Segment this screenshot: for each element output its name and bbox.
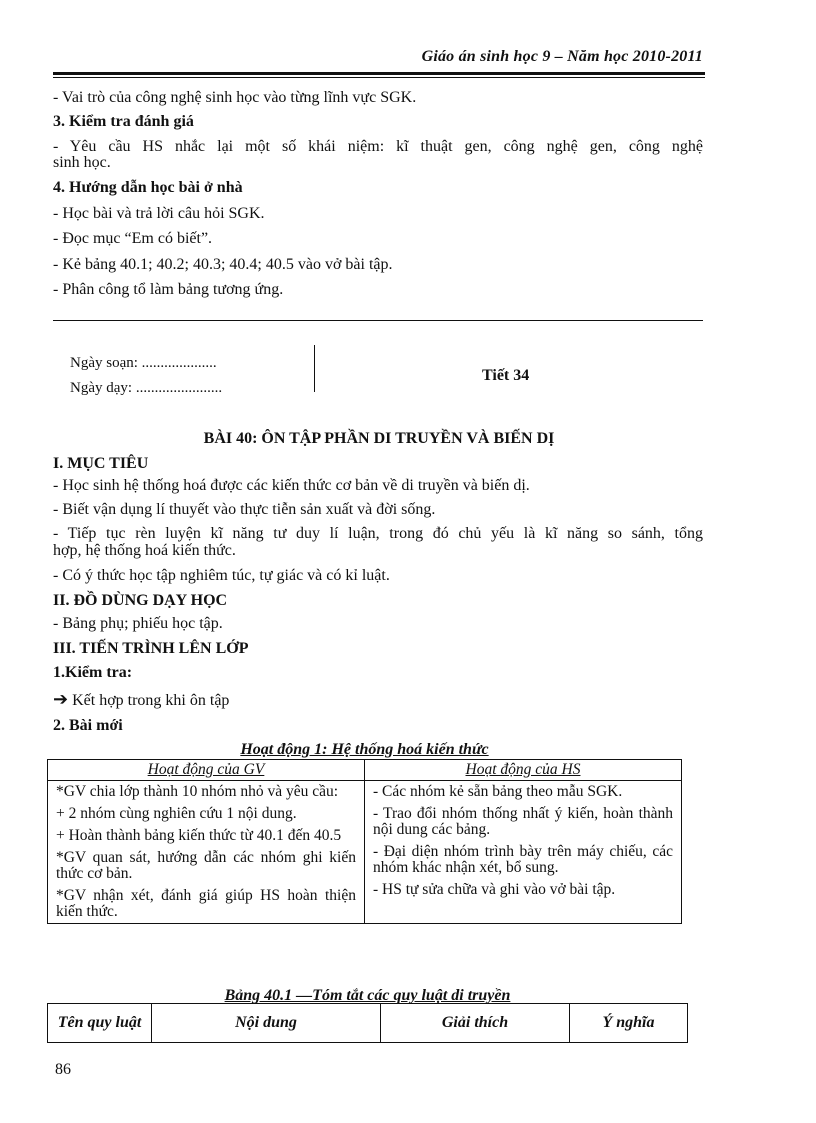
header-rule: [53, 72, 705, 75]
ngay-day: Ngày dạy: .......................: [70, 380, 223, 396]
hs-item: - HS tự sửa chữa và ghi vào vở bài tập.: [373, 881, 616, 898]
page-number: 86: [55, 1061, 71, 1078]
list-item: - Học bài và trả lời câu hỏi SGK.: [53, 205, 265, 222]
table-row: [48, 1004, 688, 1043]
list-item: hợp, hệ thống hoá kiến thức.: [53, 542, 236, 559]
list-item: - Học sinh hệ thống hoá được các kiến thức cơ bản về di truyền và biến dị.: [53, 477, 530, 494]
list-item: - Bảng phụ; phiếu học tập.: [53, 615, 223, 632]
heading-bai-moi: 2. Bài mới: [53, 717, 123, 734]
gv-item: *GV chia lớp thành 10 nhóm nhỏ và yêu cầu:: [56, 783, 339, 800]
list-item: - Kẻ bảng 40.1; 40.2; 40.3; 40.4; 40.5 vào vở bài tập.: [53, 256, 393, 273]
paragraph-line: sinh học.: [53, 154, 111, 171]
activity-caption: Hoạt động 1: Hệ thống hoá kiến thức: [240, 741, 489, 758]
gv-item: + 2 nhóm cùng nghiên cứu 1 nội dung.: [56, 805, 297, 822]
gv-cell: [48, 781, 365, 924]
prev-line: - Vai trò của công nghệ sinh học vào từng lĩnh vực SGK.: [53, 89, 417, 106]
gv-item: + Hoàn thành bảng kiến thức từ 40.1 đến 40.5: [56, 827, 342, 844]
summary-table: [47, 1003, 688, 1043]
arrow-right-icon: ➔: [53, 689, 69, 709]
heading-huong-dan: 4. Hướng dẫn học bài ở nhà: [53, 179, 243, 196]
hs-item: - Trao đổi nhóm thống nhất ý kiến, hoàn thành nội dung các bảng.: [373, 805, 673, 838]
list-item: - Phân công tổ làm bảng tương ứng.: [53, 281, 284, 298]
heading-muc-tieu: I. MỤC TIÊU: [53, 455, 149, 472]
summary-caption: Bảng 40.1 —Tóm tắt các quy luật di truyền: [224, 987, 511, 1004]
gv-item: *GV nhận xét, đánh giá giúp HS hoàn thiện kiến thức.: [56, 887, 356, 920]
lesson-title: BÀI 40: ÔN TẬP PHẦN DI TRUYỀN VÀ BIẾN DỊ: [203, 430, 555, 447]
header-rule-thin: [53, 77, 705, 78]
column-header-giai-thich: Giải thích: [381, 1004, 570, 1043]
list-item: - Có ý thức học tập nghiêm túc, tự giác và có kỉ luật.: [53, 567, 390, 584]
list-item: - Đọc mục “Em có biết”.: [53, 230, 213, 247]
list-item: - Tiếp tục rèn luyện kĩ năng tư duy lí luận, trong đó chủ yếu là kĩ năng so sánh, tổng: [53, 525, 703, 542]
document-header-title: Giáo án sinh học 9 – Năm học 2010-2011: [421, 48, 703, 65]
column-header-y-nghia: Ý nghĩa: [570, 1004, 688, 1043]
hs-item: - Đại diện nhóm trình bày trên máy chiếu, các nhóm khác nhận xét, bổ sung.: [373, 843, 673, 876]
heading-tien-trinh: III. TIẾN TRÌNH LÊN LỚP: [53, 640, 249, 657]
column-header-ten-quy-luat: Tên quy luật: [48, 1004, 152, 1043]
paragraph-line: - Yêu cầu HS nhắc lại một số khái niệm: kĩ thuật gen, công nghệ gen, công nghệ: [53, 138, 703, 155]
arrow-line-text: Kết hợp trong khi ôn tập: [72, 692, 230, 709]
heading-kiem-tra: 3. Kiểm tra đánh giá: [53, 113, 194, 130]
ngay-soan: Ngày soạn: ....................: [70, 355, 217, 371]
list-item: - Biết vận dụng lí thuyết vào thực tiễn sản xuất và đời sống.: [53, 501, 436, 518]
hs-cell: [365, 781, 682, 924]
column-header-noi-dung: Nội dung: [152, 1004, 381, 1043]
table-row: [48, 760, 682, 781]
hs-item: - Các nhóm kẻ sẵn bảng theo mẫu SGK.: [373, 783, 623, 800]
tiet-label: Tiết 34: [482, 367, 530, 384]
column-header-gv: Hoạt động của GV: [48, 760, 365, 781]
arrow-line: [53, 690, 703, 710]
table-row: [48, 781, 682, 924]
gv-item: *GV quan sát, hướng dẫn các nhóm ghi kiến thức cơ bản.: [56, 849, 356, 882]
column-header-hs: Hoạt động của HS: [365, 760, 682, 781]
box-divider: [314, 345, 315, 392]
heading-do-dung: II. ĐỒ DÙNG DẠY HỌC: [53, 592, 228, 609]
section-divider: [53, 320, 703, 321]
heading-kiem-tra-2: 1.Kiểm tra:: [53, 664, 133, 681]
activity-table: [47, 759, 682, 924]
